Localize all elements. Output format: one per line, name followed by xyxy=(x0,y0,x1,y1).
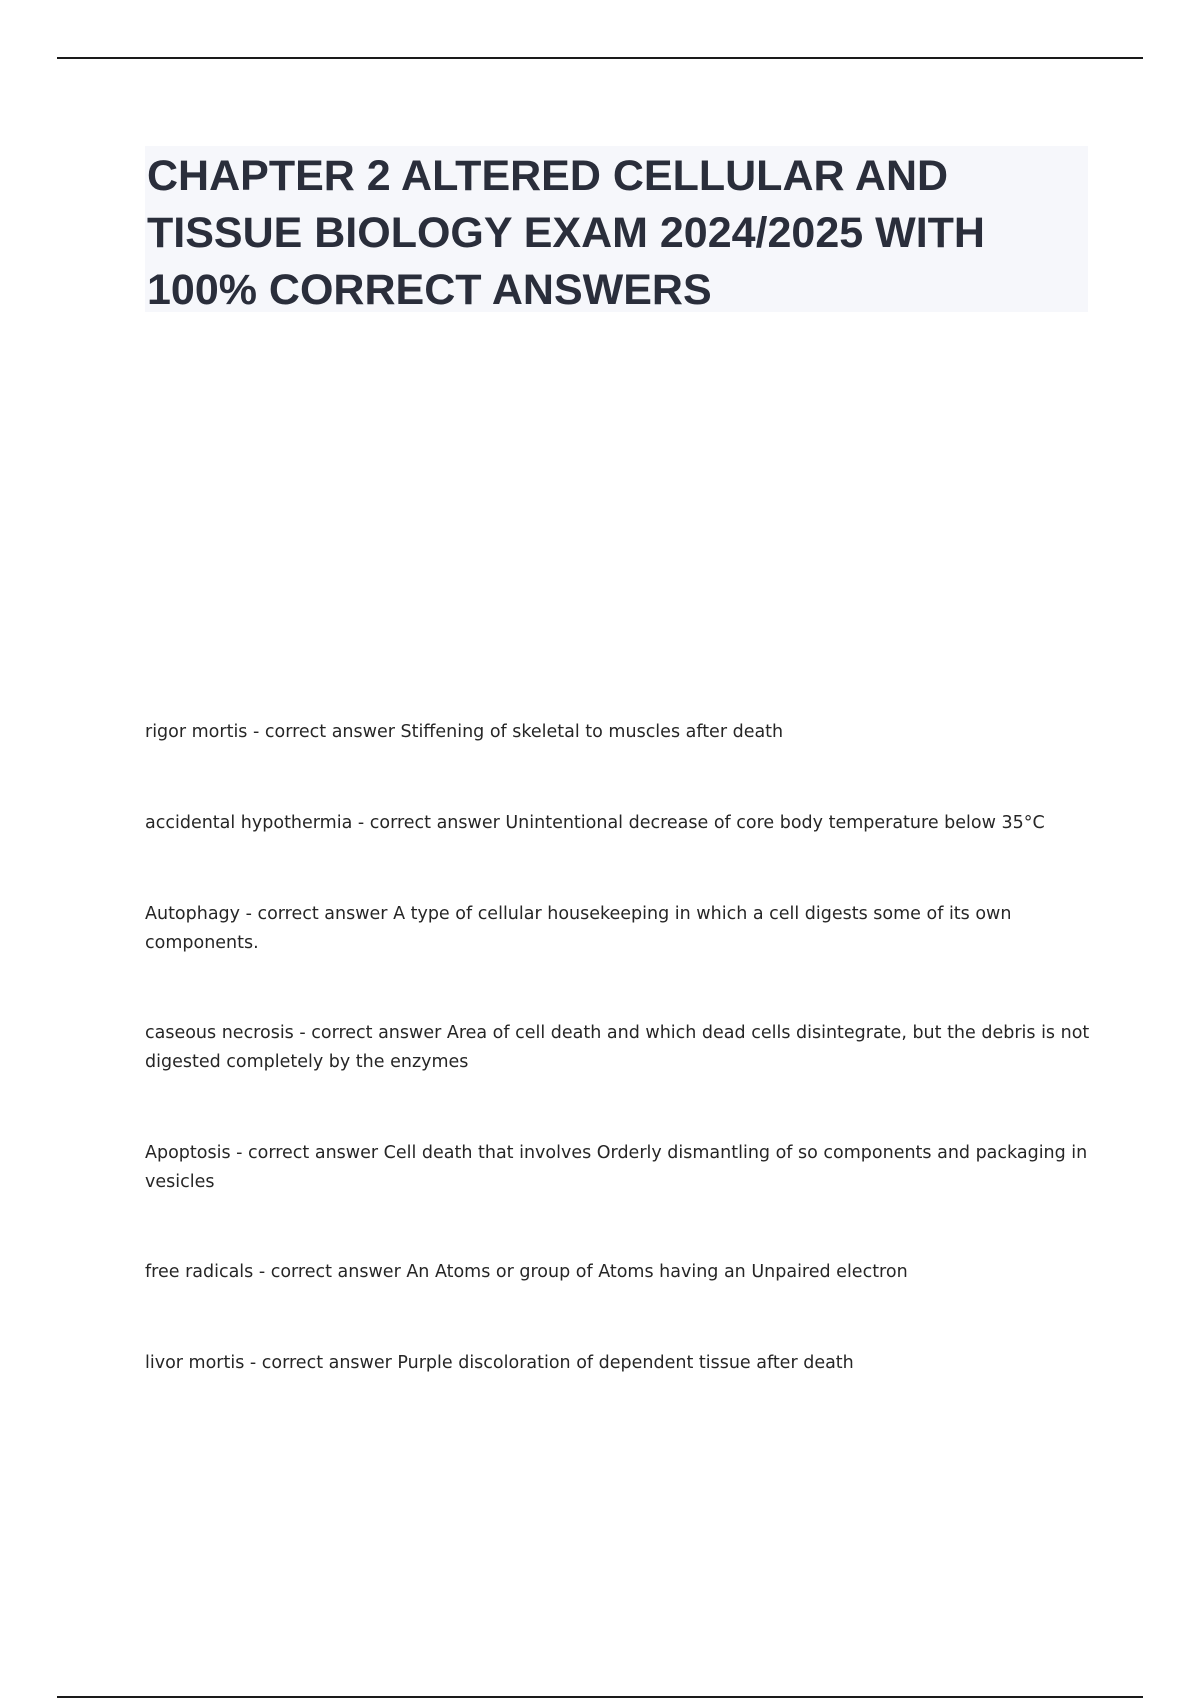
qa-item-rigor-mortis: rigor mortis - correct answer Stiffening of skeletal to muscles after death xyxy=(145,722,784,742)
qa-item-accidental-hypothermia: accidental hypothermia - correct answer Unintentional decrease of core body temperature below 35°C xyxy=(145,813,1045,833)
top-rule xyxy=(57,57,1143,59)
qa-item-livor-mortis: livor mortis - correct answer Purple discoloration of dependent tissue after death xyxy=(145,1353,854,1373)
qa-item-apoptosis: Apoptosis - correct answer Cell death that involves Orderly dismantling of so components and packaging in vesicles xyxy=(145,1143,1088,1192)
bottom-rule xyxy=(57,1696,1143,1698)
qa-item-autophagy: Autophagy - correct answer A type of cellular housekeeping in which a cell digests some of its own components. xyxy=(145,904,1012,953)
title-block xyxy=(145,146,1088,312)
document-title: CHAPTER 2 ALTERED CELLULAR AND TISSUE BIOLOGY EXAM 2024/2025 WITH 100% CORRECT ANSWERS xyxy=(147,152,985,314)
qa-item-caseous-necrosis: caseous necrosis - correct answer Area of cell death and which dead cells disintegrate, but the debris is not digested completely by the enzymes xyxy=(145,1023,1090,1072)
qa-item-free-radicals: free radicals - correct answer An Atoms or group of Atoms having an Unpaired electron xyxy=(145,1262,908,1282)
